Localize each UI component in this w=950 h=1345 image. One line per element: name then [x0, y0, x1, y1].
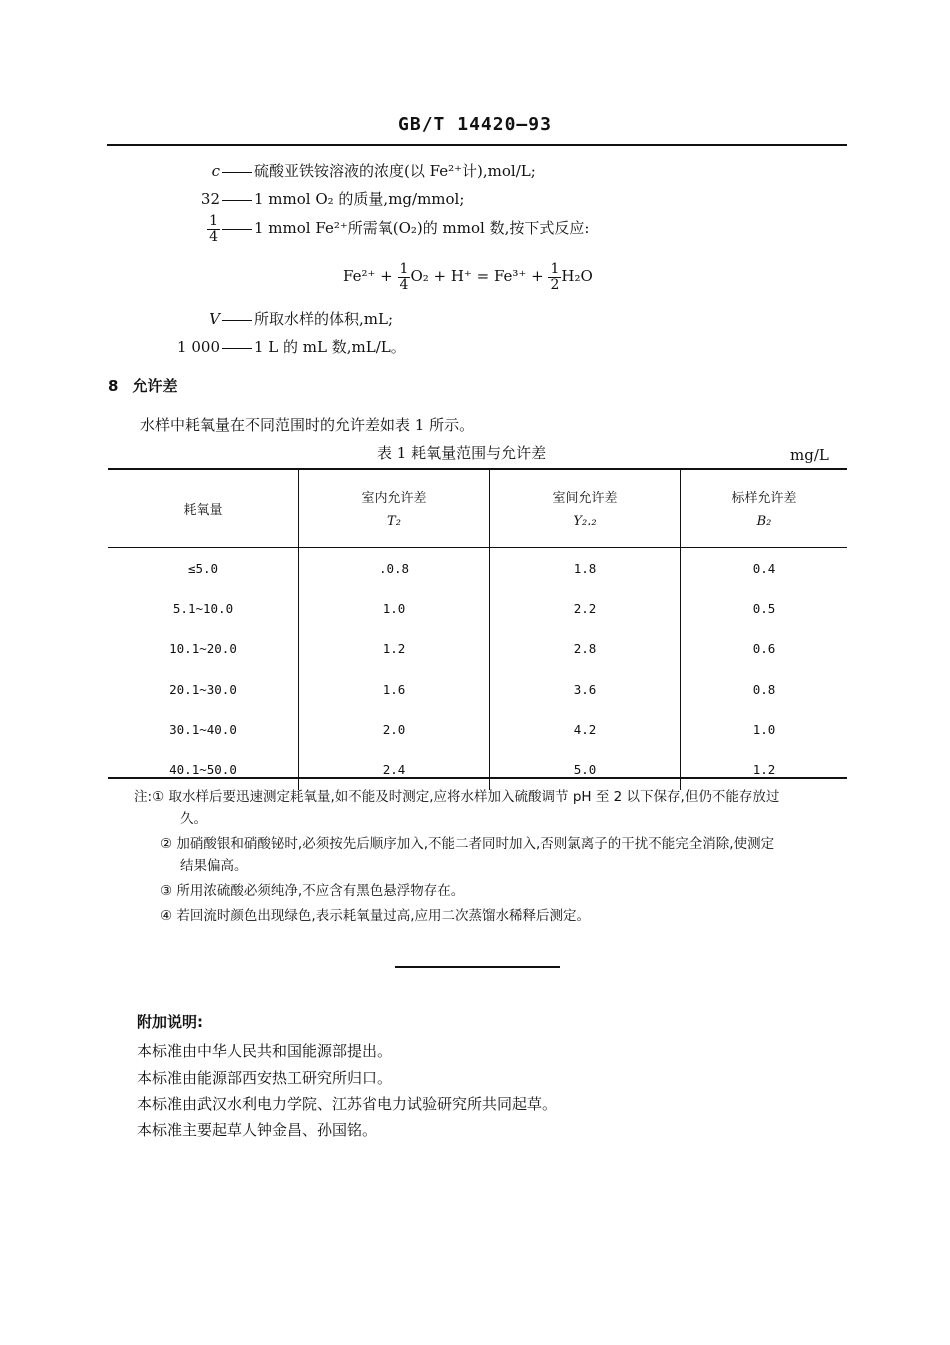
definition-text: 所取水样的体积,mL;	[254, 310, 394, 328]
note-text: 加硝酸银和硝酸铋时,必须按先后顺序加入,不能二者同时加入,否则氯离子的干扰不能完全消除,使测定	[176, 836, 775, 852]
reaction-equation	[343, 262, 593, 292]
additional-note-line: 本标准由中华人民共和国能源部提出。	[137, 1042, 393, 1060]
additional-note-line: 本标准主要起草人钟金昌、孙国铭。	[137, 1121, 378, 1139]
note-4	[160, 905, 590, 927]
note-text: 取水样后要迅速测定耗氧量,如不能及时测定,应将水样加入硫酸调节 pH 至 2 以下保存,但仍不能存放过	[168, 789, 780, 805]
definition-quarter	[150, 214, 589, 244]
table-cell: 0.8	[681, 669, 848, 709]
definition-term: V	[209, 310, 220, 328]
note-1	[134, 786, 779, 808]
note-3	[160, 880, 464, 902]
table-row	[108, 709, 847, 749]
definition-text: 1 mmol Fe²⁺所需氧(O₂)的 mmol 数,按下式反应:	[254, 219, 590, 238]
note-2-continued: 结果偏高。	[180, 858, 248, 874]
table-cell: 2.0	[299, 709, 490, 749]
table-unit: mg/L	[790, 446, 829, 464]
table-cell: 3.6	[490, 669, 681, 709]
table-cell: 40.1~50.0	[169, 762, 237, 778]
table-header-row	[108, 469, 847, 548]
definition-1000	[150, 336, 406, 357]
em-dash	[222, 200, 252, 201]
equation-left: Fe²⁺ +	[343, 267, 393, 286]
table-row	[108, 548, 847, 589]
em-dash	[222, 320, 252, 321]
table-cell: 1.2	[299, 629, 490, 669]
equation-fraction-2: $\frac{1}{2}$	[550, 261, 560, 293]
table-cell: 10.1~20.0	[169, 641, 237, 657]
table-cell: 0.5	[681, 588, 848, 628]
table-cell: ≤5.0	[187, 560, 219, 576]
table-cell: 0.6	[681, 629, 848, 669]
table-row	[108, 629, 847, 669]
additional-note-line: 本标准由能源部西安热工研究所归口。	[137, 1069, 393, 1087]
table-bottom-rule	[108, 777, 847, 779]
table-cell: 0.4	[681, 548, 848, 589]
definition-term: 32	[200, 190, 220, 208]
fraction-term: $\frac{1}{4}$	[209, 213, 218, 245]
definition-text: 1 L 的 mL 数,mL/L。	[254, 338, 406, 356]
section-number: 8	[108, 377, 119, 395]
definition-term: c	[211, 162, 220, 180]
note-marker: ①	[152, 789, 165, 805]
note-2	[160, 833, 774, 855]
column-header: 室内允许差 T₂	[299, 469, 490, 548]
column-header: 标样允许差 B₂	[681, 469, 848, 548]
table-cell: 5.1~10.0	[172, 600, 234, 616]
note-marker: ②	[160, 836, 173, 852]
end-separator	[395, 966, 560, 968]
additional-note-line: 本标准由武汉水利电力学院、江苏省电力试验研究所共同起草。	[137, 1095, 558, 1113]
table-cell: .0.8	[299, 548, 490, 589]
table-cell: 1.6	[299, 669, 490, 709]
intro-text: 水样中耗氧量在不同范围时的允许差如表 1 所示。	[140, 416, 475, 434]
em-dash	[222, 348, 252, 349]
note-marker: ④	[160, 908, 173, 924]
table-cell: 30.1~40.0	[169, 721, 237, 737]
table-cell: 1.0	[681, 709, 848, 749]
definition-text: 硫酸亚铁铵溶液的浓度(以 Fe²⁺计),mol/L;	[254, 162, 536, 180]
em-dash	[222, 229, 252, 230]
definition-32	[150, 188, 464, 209]
definition-c	[150, 160, 536, 181]
table-cell: 2.4	[299, 749, 490, 789]
table-cell: 1.0	[299, 588, 490, 628]
additional-notes-title: 附加说明:	[137, 1013, 203, 1031]
table-row	[108, 749, 847, 789]
table-cell: 1.2	[681, 749, 848, 789]
tolerance-table	[108, 469, 847, 790]
equation-right: H₂O	[561, 267, 593, 286]
column-header: 室间允许差 Y₂.₂	[490, 469, 681, 548]
definition-text: 1 mmol O₂ 的质量,mg/mmol;	[254, 190, 465, 208]
definition-v	[150, 308, 393, 329]
note-marker: ③	[160, 883, 173, 899]
section-heading	[108, 375, 177, 396]
table-row	[108, 588, 847, 628]
section-title: 允许差	[132, 377, 178, 395]
table-cell: 1.8	[490, 548, 681, 589]
header-rule	[107, 144, 847, 146]
table-cell: 4.2	[490, 709, 681, 749]
table-row	[108, 669, 847, 709]
table-cell: 5.0	[490, 749, 681, 789]
table-cell: 20.1~30.0	[169, 681, 237, 697]
equation-middle: O₂ + H⁺ = Fe³⁺ +	[410, 267, 544, 286]
em-dash	[222, 172, 252, 173]
column-header: 耗氧量	[183, 502, 223, 518]
table-cell: 2.2	[490, 588, 681, 628]
note-text: 若回流时颜色出现绿色,表示耗氧量过高,应用二次蒸馏水稀释后测定。	[176, 908, 590, 924]
standard-code-header: GB/T 14420—93	[398, 114, 552, 135]
note-text: 所用浓硫酸必须纯净,不应含有黑色悬浮物存在。	[176, 883, 465, 899]
note-1-continued: 久。	[180, 811, 207, 827]
equation-fraction-1: $\frac{1}{4}$	[399, 261, 409, 293]
definition-term: 1 000	[177, 338, 220, 356]
table-caption: 表 1 耗氧量范围与允许差	[377, 444, 547, 462]
notes-prefix: 注:	[134, 789, 153, 805]
table-cell: 2.8	[490, 629, 681, 669]
